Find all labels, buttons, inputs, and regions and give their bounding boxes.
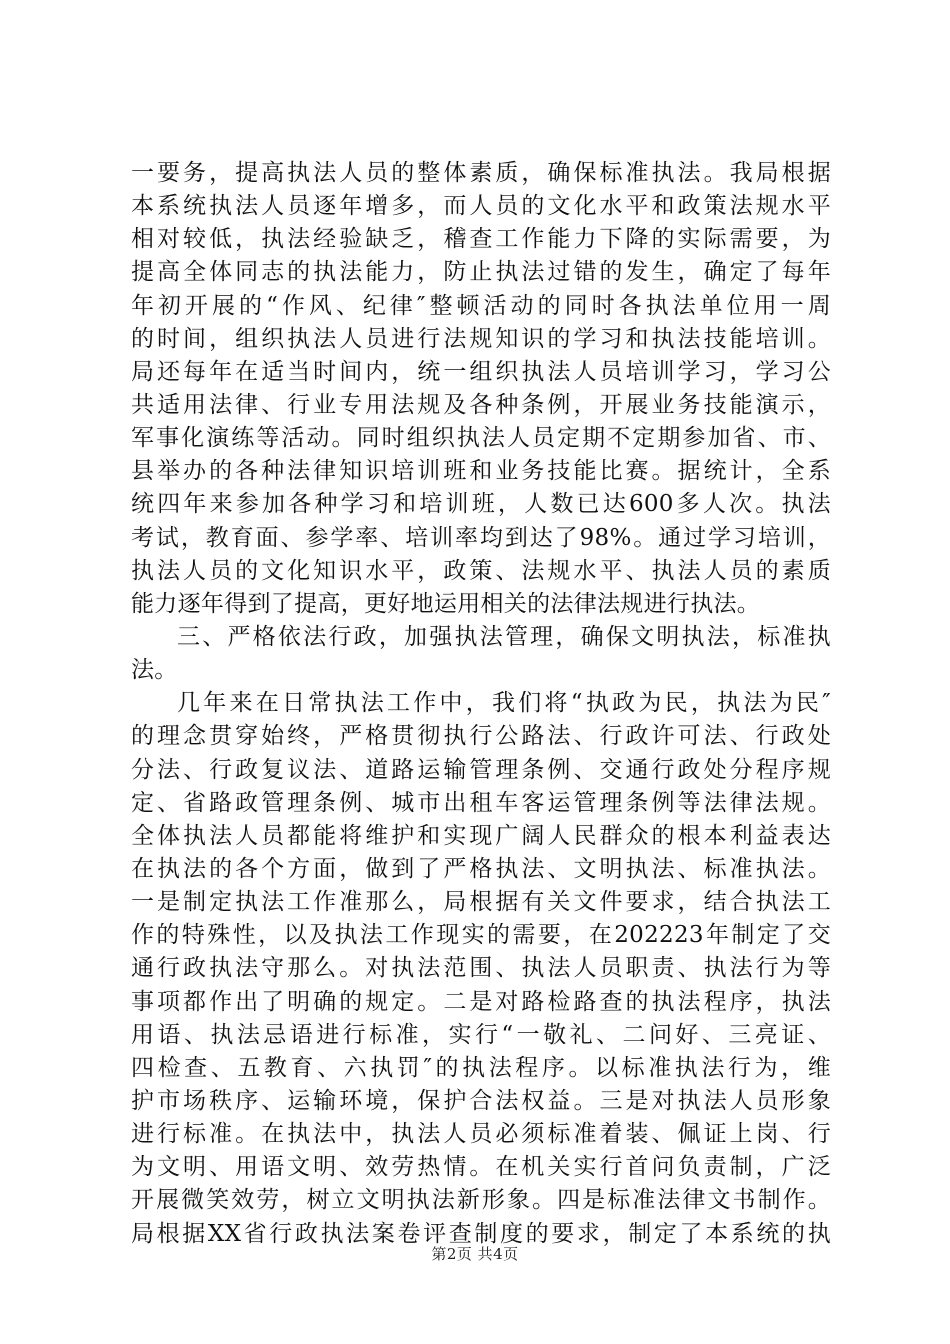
text-line: 提高全体同志的执法能力，防止执法过错的发生，确定了每年: [131, 259, 831, 286]
text-line: 进行标准。在执法中，执法人员必须标准着装、佩证上岗、行: [131, 1121, 831, 1148]
body-text: [131, 157, 831, 1251]
section-heading-line: 法。: [131, 657, 178, 684]
text-line: 开展微笑效劳，树立文明执法新形象。四是标准法律文书制作。: [131, 1187, 831, 1214]
text-line: 共适用法律、行业专用法规及各种条例，开展业务技能演示，: [131, 391, 831, 418]
text-line: 几年来在日常执法工作中，我们将“执政为民，执法为民″: [177, 690, 831, 717]
text-line: 年初开展的“作风、纪律″整顿活动的同时各执法单位用一周: [131, 292, 831, 319]
text-line: 局根据XX省行政执法案卷评查制度的要求，制定了本系统的执: [131, 1220, 831, 1247]
text-line: 军事化演练等活动。同时组织执法人员定期不定期参加省、市、: [131, 425, 831, 452]
text-line: 在执法的各个方面，做到了严格执法、文明执法、标准执法。: [131, 855, 831, 882]
text-line: 四检查、五教育、六执罚″的执法程序。以标准执法行为，维: [131, 1054, 831, 1081]
text-line: 执法人员的文化知识水平，政策、法规水平、执法人员的素质: [131, 557, 831, 584]
text-line: 的理念贯穿始终，严格贯彻执行公路法、行政许可法、行政处: [131, 723, 831, 750]
text-line: 护市场秩序、运输环境，保护合法权益。三是对执法人员形象: [131, 1087, 831, 1114]
text-line: 为文明、用语文明、效劳热情。在机关实行首问负责制，广泛: [131, 1154, 831, 1181]
page-number-footer: 第2页 共4页: [431, 1245, 519, 1263]
text-line: 事项都作出了明确的规定。二是对路检路查的执法程序，执法: [131, 988, 831, 1015]
text-line: 考试，教育面、参学率、培训率均到达了98%。通过学习培训，: [131, 524, 831, 551]
text-line: 作的特殊性，以及执法工作现实的需要，在202223年制定了交: [131, 922, 831, 949]
text-line: 能力逐年得到了提高，更好地运用相关的法律法规进行执法。: [131, 590, 761, 617]
text-line: 县举办的各种法律知识培训班和业务技能比赛。据统计，全系: [131, 458, 831, 485]
text-line: 通行政执法守那么。对执法范围、执法人员职责、执法行为等: [131, 955, 831, 982]
text-line: 一要务，提高执法人员的整体素质，确保标准执法。我局根据: [131, 160, 831, 186]
text-line: 本系统执法人员逐年增多，而人员的文化水平和政策法规水平: [131, 193, 831, 220]
text-line: 一是制定执法工作准那么，局根据有关文件要求，结合执法工: [131, 889, 831, 916]
text-line: 定、省路政管理条例、城市出租车客运管理条例等法律法规。: [131, 789, 831, 816]
text-line: 分法、行政复议法、道路运输管理条例、交通行政处分程序规: [131, 756, 831, 783]
text-line: 全体执法人员都能将维护和实现广阔人民群众的根本利益表达: [131, 822, 831, 849]
text-line: 局还每年在适当时间内，统一组织执法人员培训学习，学习公: [131, 358, 831, 385]
text-line: 的时间，组织执法人员进行法规知识的学习和执法技能培训。: [131, 325, 831, 352]
text-line: 统四年来参加各种学习和培训班，人数已达600多人次。执法: [131, 491, 831, 518]
text-line: 相对较低，执法经验缺乏，稽查工作能力下降的实际需要，为: [131, 226, 831, 253]
text-line: 用语、执法忌语进行标准，实行“一敬礼、二问好、三亮证、: [131, 1021, 831, 1048]
section-heading-line: 三、严格依法行政，加强执法管理，确保文明执法，标准执: [177, 623, 831, 650]
